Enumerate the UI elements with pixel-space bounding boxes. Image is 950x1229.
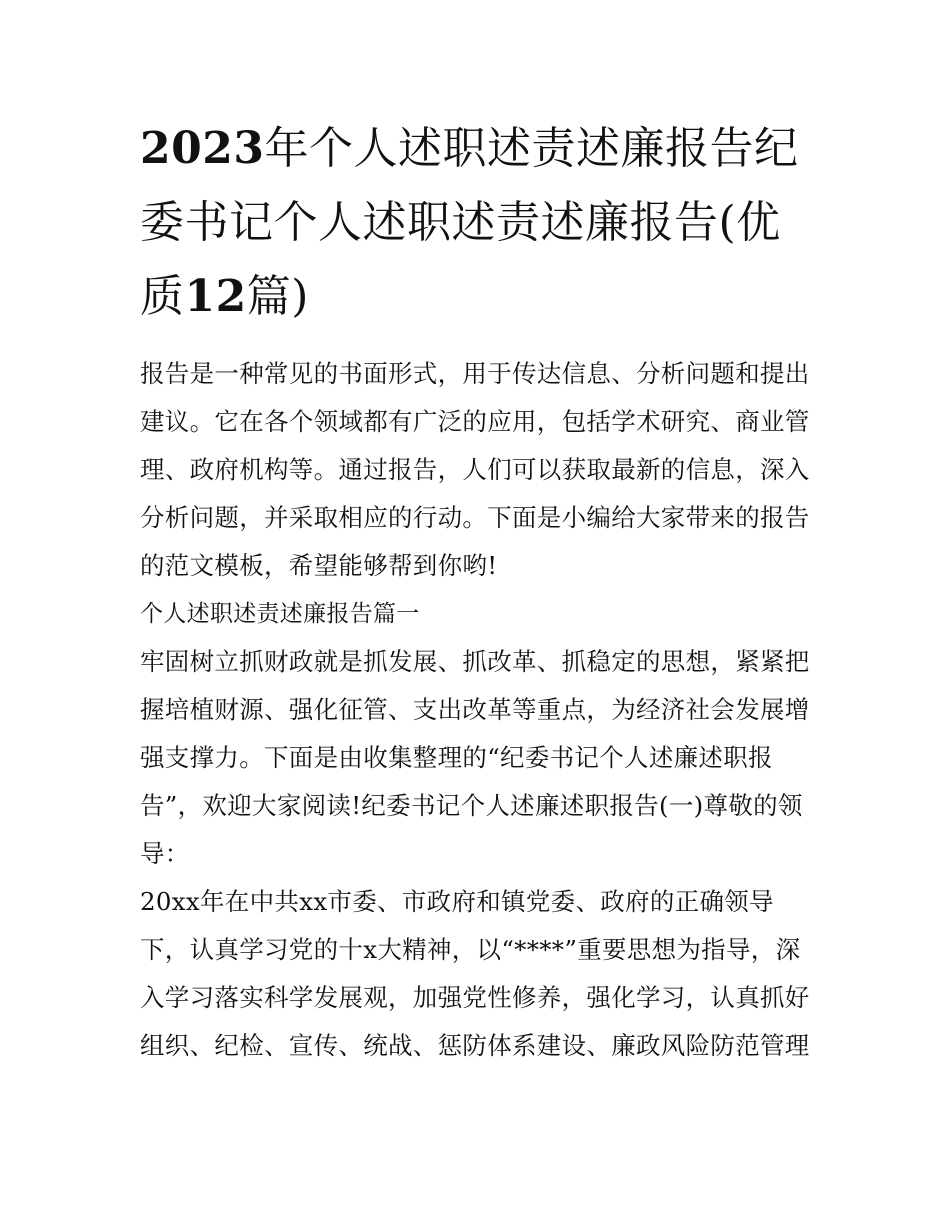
document-body bbox=[140, 350, 820, 1070]
body-paragraph: 牢固树立抓财政就是抓发展、抓改革、抓稳定的思想，紧紧把握培植财源、强化征管、支出改革等重点，为经济社会发展增强支撑力。下面是由收集整理的“纪委书记个人述廉述职报告”，欢迎大家阅读!纪委书记个人述廉述职报告(一)尊敬的领导： bbox=[140, 647, 810, 868]
body-paragraph: 20xx年在中共xx市委、市政府和镇党委、政府的正确领导下，认真学习党的十x大精神，以“****”重要思想为指导，深入学习落实科学发展观，加强党性修养，强化学习，认真抓好组织、纪检、宣传、统战、惩防体系建设、廉政风险防范管理 bbox=[140, 887, 810, 1060]
intro-paragraph: 报告是一种常见的书面形式，用于传达信息、分析问题和提出建议。它在各个领域都有广泛的应用，包括学术研究、商业管理、政府机构等。通过报告，人们可以获取最新的信息，深入分析问题，并采取相应的行动。下面是小编给大家带来的报告的范文模板，希望能够帮到你哟! bbox=[140, 359, 810, 580]
section-heading: 个人述职述责述廉报告篇一 bbox=[140, 601, 420, 627]
document-title: 2023年个人述职述责述廉报告纪委书记个人述职述责述廉报告(优质12篇) bbox=[140, 123, 799, 322]
